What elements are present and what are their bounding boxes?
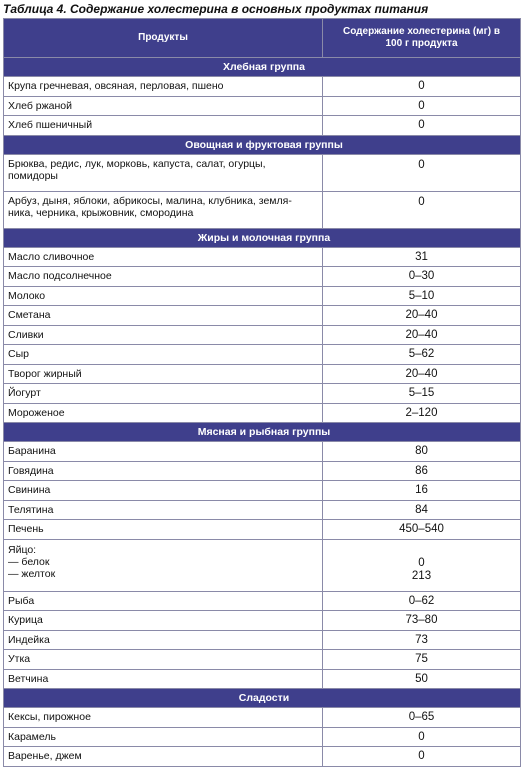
product-name: Хлеб ржаной (4, 96, 323, 116)
group-header (4, 689, 521, 708)
product-name: Кексы, пирожное (4, 708, 323, 728)
cholesterol-value: 0 (323, 116, 521, 136)
product-name-line: Арбуз, дыня, яблоки, абрикосы, малина, клубника, земля- (8, 194, 292, 207)
table-row (4, 481, 521, 501)
product-name: Творог жирный (4, 364, 323, 384)
product-name: Масло подсолнечное (4, 267, 323, 287)
product-name: Утка (4, 650, 323, 670)
table-row (4, 747, 521, 767)
cholesterol-value: 20–40 (323, 364, 521, 384)
cholesterol-value: 5–62 (323, 345, 521, 365)
product-name: Сметана (4, 306, 323, 326)
cholesterol-value: 20–40 (323, 306, 521, 326)
group-title: Сладости (4, 689, 521, 708)
table-row (4, 403, 521, 423)
product-name-line: — желток (8, 567, 56, 580)
cholesterol-value: 73–80 (323, 611, 521, 631)
cholesterol-value: 20–40 (323, 325, 521, 345)
cholesterol-value: 0–65 (323, 708, 521, 728)
table-row (4, 306, 521, 326)
table-row (4, 442, 521, 462)
product-name: Курица (4, 611, 323, 631)
group-title: Овощная и фруктовая группы (4, 135, 521, 154)
cholesterol-table (3, 18, 521, 767)
product-name: Рыба (4, 591, 323, 611)
header-cholesterol-line2: 100 г продукта (385, 38, 458, 49)
cholesterol-value: 5–15 (323, 384, 521, 404)
cholesterol-value: 80 (323, 442, 521, 462)
product-name-line: ника, черника, крыжовник, смородина (8, 206, 194, 219)
cholesterol-value: 86 (323, 461, 521, 481)
cholesterol-value: 0–62 (323, 591, 521, 611)
product-name: Ветчина (4, 669, 323, 689)
cholesterol-value: 84 (323, 500, 521, 520)
group-title: Жиры и молочная группа (4, 228, 521, 247)
product-name: Карамель (4, 727, 323, 747)
cholesterol-value: 0 (323, 77, 521, 97)
product-name (4, 154, 323, 191)
table-row (4, 650, 521, 670)
cholesterol-value: 450–540 (323, 520, 521, 540)
cholesterol-value-line: 213 (411, 569, 432, 582)
table-row (4, 247, 521, 267)
group-header (4, 423, 521, 442)
product-name-line: помидоры (8, 169, 58, 182)
cholesterol-value: 0 (323, 747, 521, 767)
cholesterol-value: 75 (323, 650, 521, 670)
cholesterol-value-line: 0 (418, 556, 425, 569)
table-row (4, 364, 521, 384)
table-row (4, 77, 521, 97)
table-row (4, 286, 521, 306)
group-title: Мясная и рыбная группы (4, 423, 521, 442)
table-row (4, 325, 521, 345)
header-cholesterol (323, 19, 521, 58)
cholesterol-value: 2–120 (323, 403, 521, 423)
product-name: Хлеб пшеничный (4, 116, 323, 136)
cholesterol-value: 0 (323, 154, 521, 191)
cholesterol-value: 50 (323, 669, 521, 689)
product-name: Печень (4, 520, 323, 540)
table-row (4, 461, 521, 481)
table-row (4, 539, 521, 591)
table-row (4, 611, 521, 631)
product-name: Варенье, джем (4, 747, 323, 767)
table-header-row (4, 19, 521, 58)
table-row (4, 267, 521, 287)
product-name-line: Брюква, редис, лук, морковь, капуста, салат, огурцы, (8, 157, 266, 170)
header-products: Продукты (4, 19, 323, 58)
table-row (4, 500, 521, 520)
product-name: Говядина (4, 461, 323, 481)
product-name: Баранина (4, 442, 323, 462)
product-name (4, 191, 323, 228)
product-name-line: — белок (8, 555, 50, 568)
table-caption: Таблица 4. Содержание холестерина в основных продуктах питания (3, 2, 429, 16)
group-header (4, 228, 521, 247)
group-header (4, 135, 521, 154)
cholesterol-value: 5–10 (323, 286, 521, 306)
group-header (4, 58, 521, 77)
table-row (4, 116, 521, 136)
product-name-line: Яйцо: (8, 543, 37, 556)
cholesterol-value: 0 (323, 96, 521, 116)
table-row (4, 345, 521, 365)
cholesterol-value: 73 (323, 630, 521, 650)
product-name: Крупа гречневая, овсяная, перловая, пшено (4, 77, 323, 97)
cholesterol-value: 0 (323, 191, 521, 228)
cholesterol-value: 16 (323, 481, 521, 501)
table-row (4, 520, 521, 540)
product-name: Сыр (4, 345, 323, 365)
product-name: Свинина (4, 481, 323, 501)
product-name: Сливки (4, 325, 323, 345)
cholesterol-value (323, 539, 521, 591)
product-name: Индейка (4, 630, 323, 650)
header-cholesterol-line1: Содержание холестерина (мг) в (342, 26, 500, 37)
table-row (4, 384, 521, 404)
cholesterol-value: 31 (323, 247, 521, 267)
product-name: Масло сливочное (4, 247, 323, 267)
product-name (4, 539, 323, 591)
table-row (4, 154, 521, 191)
table-row (4, 708, 521, 728)
product-name: Молоко (4, 286, 323, 306)
table-row (4, 669, 521, 689)
table-row (4, 591, 521, 611)
table-row (4, 191, 521, 228)
product-name: Йогурт (4, 384, 323, 404)
table-row (4, 727, 521, 747)
group-title: Хлебная группа (4, 58, 521, 77)
product-name: Телятина (4, 500, 323, 520)
table-row (4, 630, 521, 650)
cholesterol-value: 0–30 (323, 267, 521, 287)
cholesterol-value: 0 (323, 727, 521, 747)
product-name: Мороженое (4, 403, 323, 423)
table-row (4, 96, 521, 116)
